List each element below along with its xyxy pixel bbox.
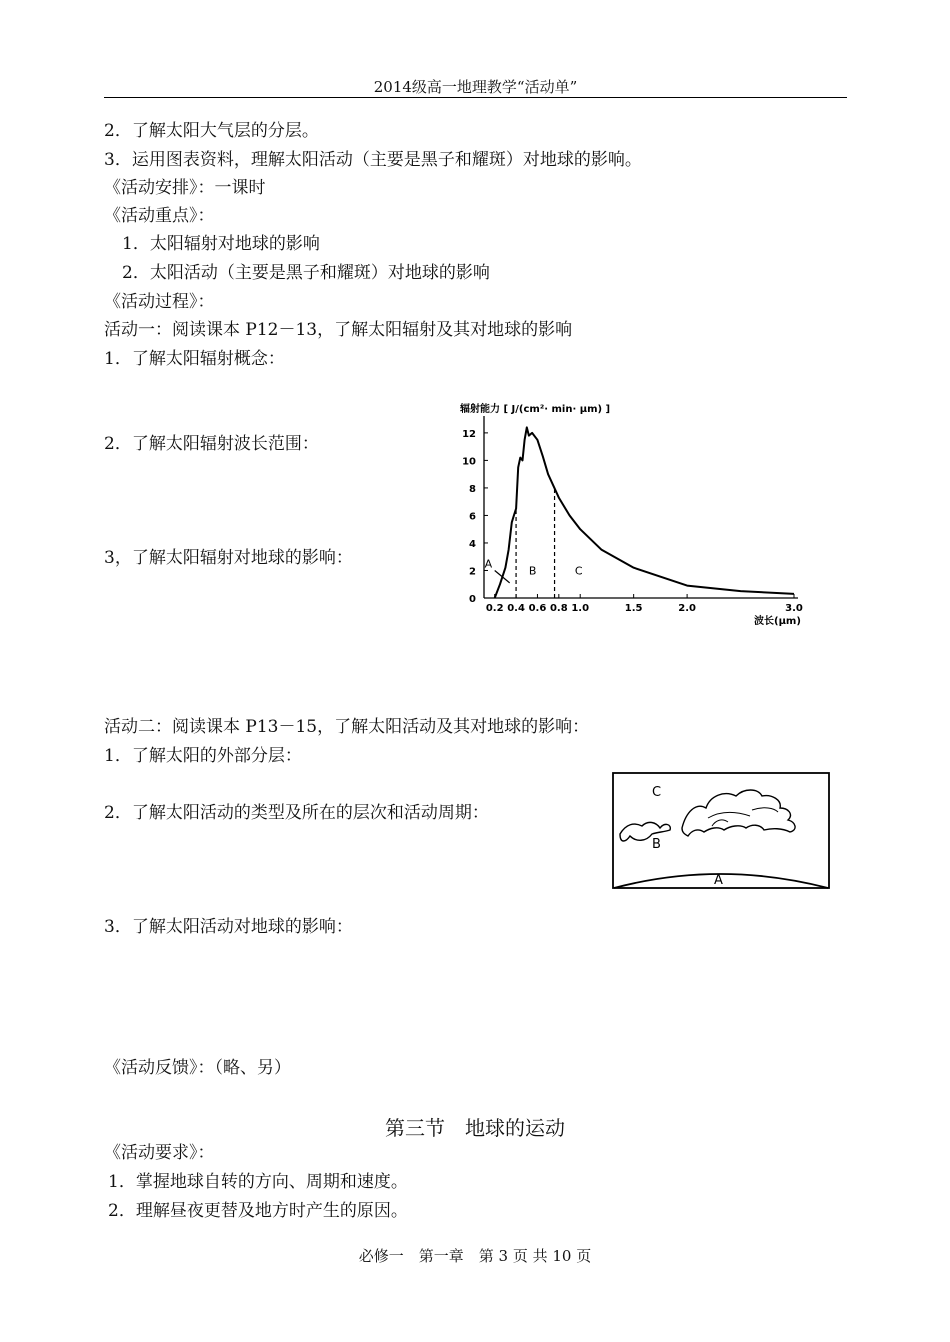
x-tick-label: 3.0 [785,603,803,614]
text-line: 《活动安排》：一课时 [104,178,266,198]
chromosphere-outline [620,822,670,841]
text-line: 2．了解太阳活动的类型及所在的层次和活动周期： [104,803,489,823]
chart-xlabel: 波长(μm) [754,616,801,627]
label-photosphere: A [714,873,723,888]
text-line: 2．了解太阳辐射波长范围： [104,434,319,454]
text-line: 1．了解太阳的外部分层： [104,746,302,766]
text-line: 《活动反馈》：（略、另） [104,1058,291,1078]
text-line: 1．掌握地球自转的方向、周期和速度。 [108,1172,408,1192]
region-label: A [484,557,493,571]
region-label: C [574,564,583,578]
text-line: 3．了解太阳活动对地球的影响： [104,917,353,937]
page-header: 2014级高一地理教学“活动单” [373,78,578,96]
y-tick-label: 2 [469,566,476,578]
text-line: 3，了解太阳辐射对地球的影响： [104,548,353,568]
text-line: 3．运用图表资料，理解太阳活动（主要是黑子和耀斑）对地球的影响。 [104,150,642,170]
y-tick-label: 8 [469,483,476,495]
text-line: 2．理解昼夜更替及地方时产生的原因。 [108,1201,408,1221]
region-label: B [528,564,537,578]
sun-atmosphere-diagram [612,772,832,892]
label-corona: C [652,785,662,800]
y-tick-label: 4 [469,538,476,550]
region-a-pointer [495,570,510,582]
chart-ylabel: 辐射能力 [ J/(cm²· min· μm) ] [460,404,611,415]
x-tick-label: 1.5 [624,603,643,614]
x-tick-label: 0.2 [485,603,504,614]
text-line: 2．太阳活动（主要是黑子和耀斑）对地球的影响 [122,263,490,283]
section-title: 第三节 地球的运动 [385,1116,565,1140]
text-line: 活动一：阅读课本 P12－13，了解太阳辐射及其对地球的影响 [104,320,573,340]
text-line: 《活动要求》： [104,1143,215,1163]
text-line: 活动二：阅读课本 P13－15，了解太阳活动及其对地球的影响： [104,717,590,737]
header-rule [104,97,847,98]
diagram-frame [613,773,829,888]
text-line: 2．了解太阳大气层的分层。 [104,121,319,141]
label-chromosphere: B [652,837,661,852]
text-line: 1．太阳辐射对地球的影响 [122,234,320,254]
x-tick-label: 2.0 [678,603,696,614]
x-tick-label: 0.4 [507,603,525,614]
prominence-inner [708,808,778,826]
page-footer: 必修一 第一章 第 3 页 共 10 页 [358,1247,592,1265]
x-tick-label: 0.8 [549,603,568,614]
x-tick-label: 1.0 [571,603,590,614]
y-tick-label: 0 [469,594,476,605]
y-tick-label: 12 [462,428,476,440]
y-tick-label: 10 [462,456,476,468]
x-tick-label: 0.6 [528,603,547,614]
y-tick-label: 6 [469,511,476,523]
text-line: 《活动重点》： [104,206,215,226]
text-line: 1．了解太阳辐射概念： [104,349,285,369]
radiation-curve [495,427,794,598]
text-line: 《活动过程》： [104,292,215,312]
solar-radiation-chart [448,398,818,630]
